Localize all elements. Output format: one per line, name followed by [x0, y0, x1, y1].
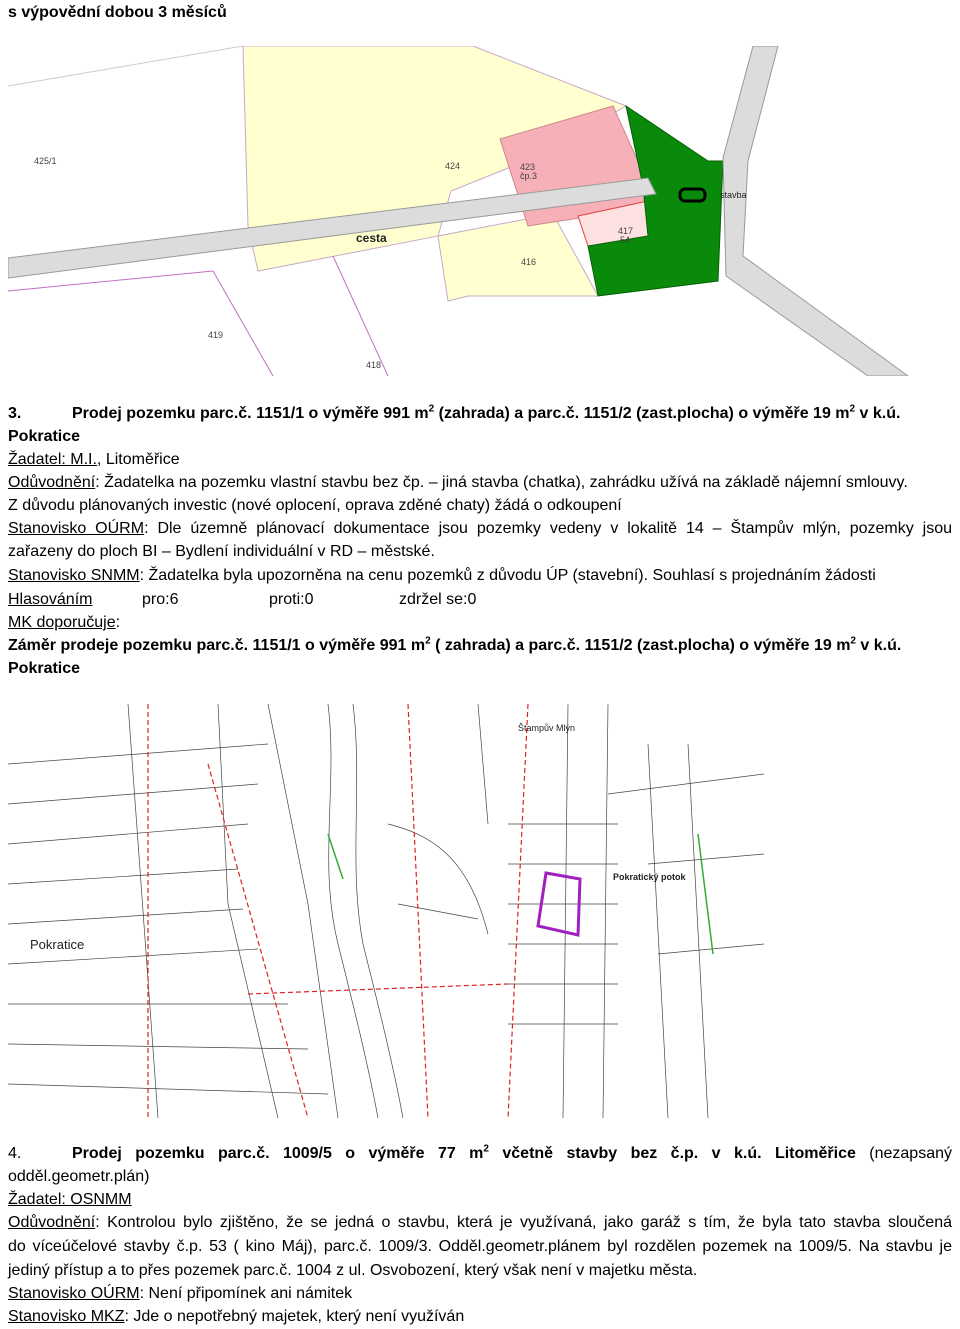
item3-ourm-line2: zařazeny do ploch BI – Bydlení individuální v RD – městské.	[8, 543, 435, 560]
item3-ourm-text: : Dle územně plánovací dokumentace jsou pozemky vedeny v lokalitě 14 – Štampův mlýn, pozemky jsou	[144, 520, 953, 537]
item3-reason-line2: Z důvodu plánovaných investic (nové oplocení, oprava zděné chaty) žádá o odkoupení	[8, 497, 622, 514]
item3-decision	[8, 636, 901, 656]
item4-reason-label: Odůvodnění	[8, 1214, 96, 1231]
parcel-label-425: 425/1	[34, 156, 57, 166]
item4-sup: 2	[483, 1143, 489, 1155]
item3-snmm-text: : Žadatelka byla upozorněna na cenu pozemků z důvodu ÚP (stavební). Souhlasí s projednáním žádosti	[139, 567, 876, 584]
item3-sup2: 2	[849, 403, 856, 415]
item4-ourm-label: Stanovisko OÚRM	[8, 1285, 140, 1302]
item3-reason-label: Odůvodnění	[8, 474, 96, 491]
item3-title	[8, 404, 900, 424]
item4-reason-line2: do víceúčelové stavby č.p. 53 ( kino Máj), parc.č. 1009/3. Odděl.geometr.plánem byl rozdělen pozemek na 1009/5. Na stavbu je	[8, 1238, 952, 1255]
item4-title-b: včetně stavby bez č.p. v k.ú. Litoměřice	[488, 1145, 856, 1162]
item3-decision-sup1: 2	[425, 635, 431, 647]
item3-title-line2: Pokratice	[8, 428, 81, 445]
item3-reason-text: : Žadatelka na pozemku vlastní stavbu bez čp. – jiná stavba (chatka), zahrádku užívá na základě nájemní smlouvy.	[95, 474, 908, 491]
item3-mk	[8, 613, 120, 633]
item4-ourm	[8, 1284, 352, 1304]
item4-title-c: (nezapsaný	[855, 1145, 953, 1162]
item3-vote-label: Hlasováním	[8, 591, 93, 608]
item3-snmm-label: Stanovisko SNMM	[8, 567, 140, 584]
item4-mkz-text: : Jde o nepotřebný majetek, který není využíván	[124, 1308, 465, 1325]
header-line: s výpovědní dobou 3 měsíců	[8, 4, 227, 21]
item3-snmm	[8, 566, 876, 586]
parcel-label-417: 417	[618, 226, 634, 236]
map2-label-pokratice: Pokratice	[30, 937, 85, 952]
item4-ourm-text: : Není připomínek ani námitek	[139, 1285, 353, 1302]
item3-vote-proti: proti:0	[269, 591, 314, 608]
item4-reason-line3: jediný přístup a to přes pozemek parc.č. 1004 z ul. Osvobození, který však není v majetku města.	[8, 1262, 698, 1279]
item4-applicant: Žadatel: OSNMM	[8, 1191, 132, 1208]
item4-reason-text: : Kontrolou bylo zjištěno, že se jedná o stavbu, která je využívaná, jako garáž s tím, že byla tato stavba sloučená	[95, 1214, 952, 1231]
item4-reason	[8, 1213, 952, 1233]
map2-label-mlyn: Štampův Mlýn	[518, 723, 576, 733]
item4-mkz-label: Stanovisko MKZ	[8, 1308, 125, 1325]
item3-decision-b: ( zahrada) a parc.č. 1151/2 (zast.plocha) o výměře 19 m	[430, 637, 851, 654]
item3-title-a: Prodej pozemku parc.č. 1151/1 o výměře 991 m	[72, 405, 429, 422]
road-label-cesta: cesta	[356, 231, 387, 245]
item3-reason	[8, 473, 908, 493]
item3-title-b: (zahrada) a parc.č. 1151/2 (zast.plocha) o výměře 19 m	[434, 405, 850, 422]
item3-mk-colon: :	[115, 614, 121, 631]
item4-title	[8, 1144, 952, 1164]
parcel-label-418: 418	[366, 360, 382, 370]
building-label-stavba: stavba	[720, 190, 747, 200]
parcel-label-423: 423	[520, 162, 536, 172]
item3-sup1: 2	[428, 403, 435, 415]
item3-vote-pro: pro:6	[142, 591, 179, 608]
item3-ourm	[8, 519, 952, 539]
item4-title-line2: odděl.geometr.plán)	[8, 1168, 150, 1185]
parcel-label-424: 424	[445, 161, 461, 171]
item3-title-c: v k.ú.	[855, 405, 901, 422]
item3-number: 3.	[8, 405, 22, 422]
item4-title-a: Prodej pozemku parc.č. 1009/5 o výměře 77 m	[72, 1145, 484, 1162]
item3-mk-label: MK doporučuje	[8, 614, 116, 631]
parcel-label-416: 416	[521, 257, 537, 267]
item3-decision-a: Záměr prodeje pozemku parc.č. 1151/1 o výměře 991 m	[8, 637, 426, 654]
item3-vote	[8, 590, 476, 610]
parcel-label-417-cp: 54	[620, 235, 631, 245]
item3-applicant-rest: , Litoměřice	[96, 451, 180, 468]
item3-applicant	[8, 450, 180, 470]
item3-vote-zdrzel: zdržel se:0	[399, 591, 477, 608]
item3-decision-line2: Pokratice	[8, 660, 81, 677]
item3-ourm-label: Stanovisko OÚRM	[8, 520, 145, 537]
map2-label-potok: Pokratický potok	[613, 872, 686, 882]
item3-applicant-label: Žadatel: M.I.	[8, 451, 97, 468]
parcel-label-423-cp: čp.3	[520, 171, 538, 181]
item3-decision-sup2: 2	[850, 635, 856, 647]
cadastral-map-2	[8, 704, 764, 1118]
item3-decision-c: v k.ú.	[855, 637, 902, 654]
item4-number: 4.	[8, 1145, 22, 1162]
parcel-label-419: 419	[208, 330, 224, 340]
item4-mkz	[8, 1307, 464, 1327]
cadastral-map-1	[8, 46, 932, 376]
